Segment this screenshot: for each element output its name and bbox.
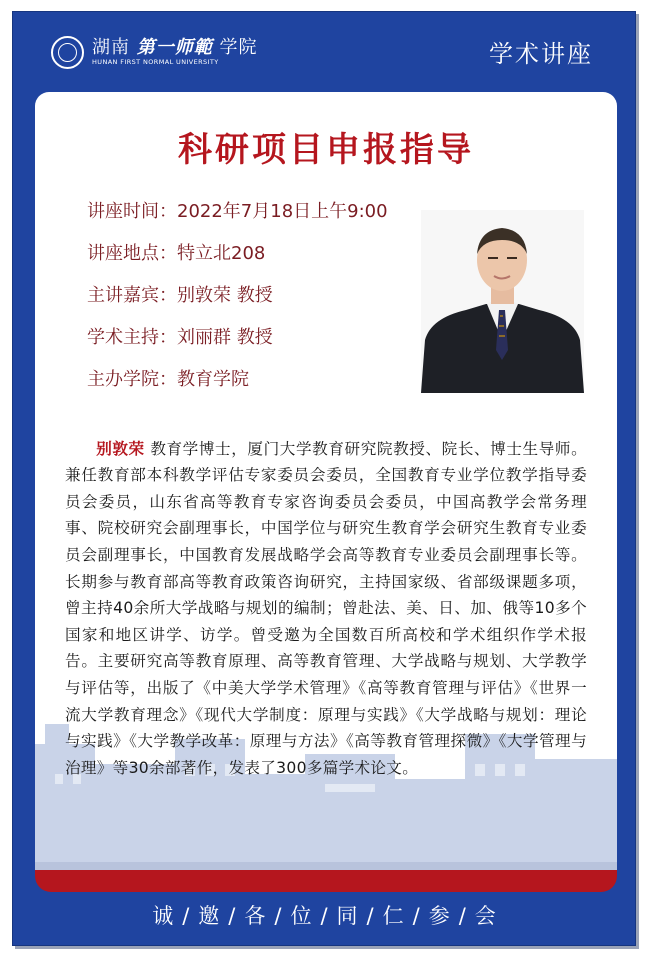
red-divider [35,870,617,892]
info-speaker: 主讲嘉宾：别敦荣 教授 [87,285,273,306]
info-time: 讲座时间：2022年7月18日上午9:00 [87,201,388,222]
speaker-photo [421,210,584,393]
header [13,12,635,92]
lecture-title: 科研项目申报指导 [178,130,474,170]
info-host: 学术主持：刘丽群 教授 [87,327,273,348]
content-card [35,92,617,884]
speaker-biography: 别敦荣 教育学博士，厦门大学教育研究院教授、院长、博士生导师。兼任教育部本科教学评估专家委员会委员，全国教育专业学位教学指导委员会委员，山东省高等教育专家咨询委员会委员，中国高教学会常务理事、院校研究会副理事长，中国学位与研究生教育学会研究生教育专业委员会副理事长，中国教育发展战略学会高等教育专业委员会副理事长等。长期参与教育部高等教育政策咨询研究，主持国家级、省部级课题多项，曾主持40余所大学战略与规划的编制；曾赴法、美、日、加、俄等10多个国家和地区讲学、访学。曾受邀为全国数百所高校和学术组织作学术报告。主要研究高等教育原理、高等教育管理、大学战略与规划、大学教学与评估等，出版了《中美大学学术管理》《高等教育管理与评估》《世界一流大学教育理念》《现代大学制度：原理与实践》《大学战略与规划：理论与实践》《大学教学改革：原理与方法》《高等教育管理探微》《大学管理与治理》等30余部著作，发表了300多篇学术论文。 [65,439,588,777]
poster [12,11,636,946]
info-organizer: 主办学院：教育学院 [87,369,249,390]
lecture-info [87,200,388,410]
invitation-slogan: 诚 / 邀 / 各 / 位 / 同 / 仁 / 参 / 会 [152,904,496,928]
university-seal-icon [51,36,84,69]
speaker-name: 别敦荣 [96,439,145,458]
university-name: 湖南 第一师範 学院 [92,37,258,58]
university-name-en: HUNAN FIRST NORMAL UNIVERSITY [92,58,219,66]
section-tag: 学术讲座 [489,40,593,68]
info-location: 讲座地点：特立北208 [87,243,266,264]
university-logo [51,36,257,69]
